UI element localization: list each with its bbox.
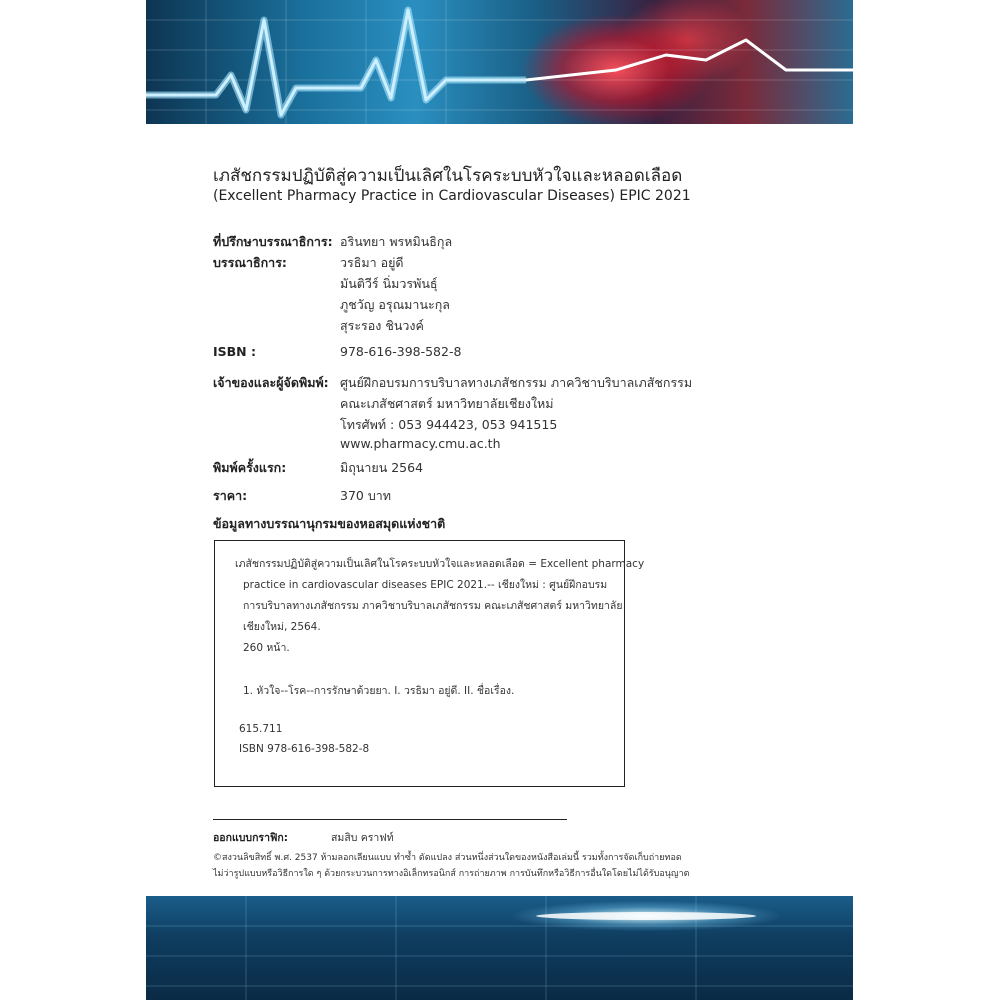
publisher-website: www.pharmacy.cmu.ac.th	[340, 436, 501, 451]
book-title-thai: เภสัชกรรมปฏิบัติสู่ความเป็นเลิศในโรคระบบหัวใจและหลอดเลือด	[213, 166, 683, 186]
publisher-phone: โทรศัพท์ : 053 944423, 053 941515	[340, 417, 558, 432]
isbn-value: 978-616-398-582-8	[340, 344, 462, 359]
cip-heading: ข้อมูลทางบรรณานุกรมของหอสมุดแห่งชาติ	[213, 516, 446, 531]
editors-label: บรรณาธิการ:	[213, 255, 287, 270]
advisor-value: อรินทยา พรหมินธิกุล	[340, 234, 453, 249]
cip-page-count: 260 หน้า.	[243, 642, 290, 654]
editor-name: วรธิมา อยู่ดี	[340, 255, 404, 270]
cip-subjects: 1. หัวใจ--โรค--การรักษาด้วยยา. I. วรธิมา อยู่ดี. II. ชื่อเรื่อง.	[243, 685, 515, 697]
cip-line: เภสัชกรรมปฏิบัติสู่ความเป็นเลิศในโรคระบบหัวใจและหลอดเลือด = Excellent pharmacy	[235, 558, 645, 570]
advisor-label: ที่ปรึกษาบรรณาธิการ:	[213, 234, 333, 249]
first-print-label: พิมพ์ครั้งแรก:	[213, 460, 287, 475]
cip-call-number: 615.711	[239, 723, 283, 735]
heartbeat-line-icon	[146, 0, 853, 124]
publisher-line: คณะเภสัชศาสตร์ มหาวิทยาลัยเชียงใหม่	[340, 396, 554, 411]
top-banner-heart-image	[146, 0, 853, 124]
cip-line: เชียงใหม่, 2564.	[243, 621, 321, 633]
light-streak-decoration	[146, 896, 853, 1000]
price-value: 370 บาท	[340, 488, 392, 503]
cip-line: การบริบาลทางเภสัชกรรม ภาควิชาบริบาลเภสัชกรรม คณะเภสัชศาสตร์ มหาวิทยาลัย	[243, 600, 623, 612]
price-label: ราคา:	[213, 488, 248, 503]
first-print-value: มิถุนายน 2564	[340, 460, 424, 475]
editor-name: มันติวีร์ นิ่มวรพันธุ์	[340, 276, 438, 291]
copyright-notice: ©สงวนลิขสิทธิ์ พ.ศ. 2537 ห้ามลอกเลียนแบบ ทำซ้ำ ดัดแปลง ส่วนหนึ่งส่วนใดของหนังสือเล่มนี้ รวมทั้งการจัดเก็บถ่ายทอด	[213, 853, 682, 863]
cip-record-box	[214, 540, 645, 787]
book-title-english: (Excellent Pharmacy Practice in Cardiovascular Diseases) EPIC 2021	[213, 188, 691, 204]
cip-line: practice in cardiovascular diseases EPIC 2021.-- เชียงใหม่ : ศูนย์ฝึกอบรม	[243, 579, 608, 591]
isbn-label: ISBN :	[213, 344, 256, 359]
footer-divider	[213, 819, 567, 820]
copyright-notice: ไม่ว่ารูปแบบหรือวิธีการใด ๆ ด้วยกระบวนการทางอิเล็กทรอนิกส์ การถ่ายภาพ การบันทึกหรือวิธีการอื่นใดโดยไม่ได้รับอนุญาต	[213, 869, 690, 879]
graphic-design-value: สมสิบ คราฟท์	[331, 832, 394, 844]
publisher-label: เจ้าของและผู้จัดพิมพ์:	[213, 375, 329, 390]
cip-isbn: ISBN 978-616-398-582-8	[239, 743, 370, 755]
editor-name: สุระรอง ชินวงค์	[340, 318, 424, 333]
book-page	[146, 0, 853, 1000]
publisher-line: ศูนย์ฝึกอบรมการบริบาลทางเภสัชกรรม ภาควิชาบริบาลเภสัชกรรม	[340, 375, 693, 390]
graphic-design-label: ออกแบบกราฟิก:	[213, 832, 288, 844]
bottom-banner-image	[146, 896, 853, 1000]
editor-name: ภูชวัญ อรุณมานะกุล	[340, 297, 450, 312]
